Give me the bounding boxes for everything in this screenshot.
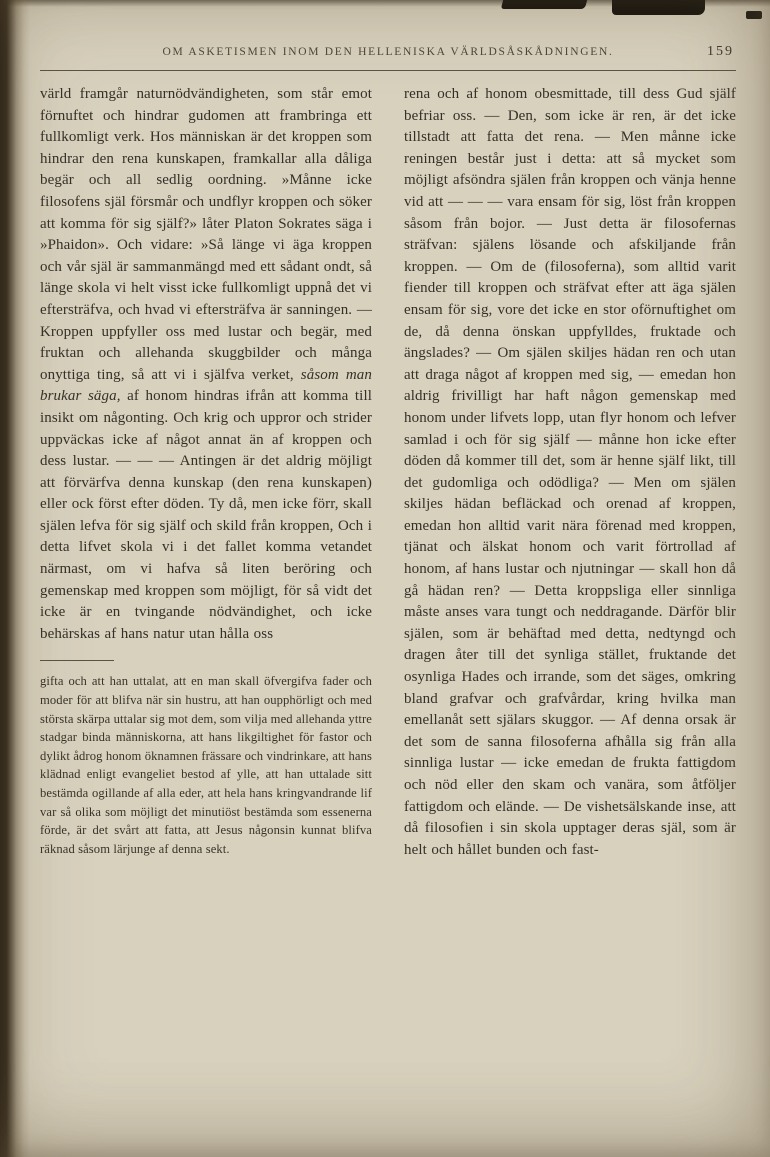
scan-artifact-mark bbox=[501, 0, 587, 9]
text-segment-italic: såsom man brukar säga, bbox=[40, 366, 372, 405]
page-number: 159 bbox=[707, 44, 734, 59]
header-rule bbox=[40, 70, 736, 71]
text-segment: af honom hindras ifrån att komma till insikt om någonting. Och krig och uppror och strider uppväckas icke af något annat än af kroppen och dess lustar. — — — Antingen är det aldrig möjligt att förvärfva denna kunskap (den rena kunskapen) eller ock först efter döden. Ty då, men icke förr, skall själen lefva för sig själf och skild från kroppen, Och i detta lifvet skola vi i det fallet komma vetandet närmast, om vi hafva så liten beröring och gemenskap med kroppen som möjligt, för så vidt det icke är en tvingande nödvändighet, och icke behärskas af hans natur utan hålla oss bbox=[40, 388, 372, 642]
text-segment: värld framgår naturnödvändigheten, som står emot förnuftet och hindrar gudomen att frambringa ett fullkomligt verk. Hos människan är det kroppen som hindrar den rena kunskapen, framkallar alla dåliga begär och all sedlig oordning. »Månne icke filosofens själ försmår och undflyr kroppen och söker att komma för sig själf?» låter Platon Sokrates säga i »Phaidon». Och vidare: »Så länge vi äga kroppen och vår själ är sammanmängd med ett sådant ondt, så länge skola vi helt visst icke fullkomligt uppnå det vi eftersträfva, och hvad vi eftersträfva är sanningen. — Kroppen uppfyller oss med lustar och begär, med fruktan och allehanda skuggbilder och många onyttiga ting, så att vi i själfva verket, bbox=[40, 86, 372, 383]
footnote-separator-rule bbox=[40, 660, 114, 661]
page-header bbox=[40, 46, 736, 66]
scan-artifact-mark bbox=[612, 0, 705, 15]
right-column bbox=[404, 84, 736, 861]
running-title: OM ASKETISMEN INOM DEN HELLENISKA VÄRLDSÅSKÅDNINGEN. bbox=[162, 46, 614, 58]
scan-edge-left bbox=[0, 0, 30, 1157]
footnote-text: gifta och att han uttalat, att en man skall öfvergifva fader och moder för att blifva när sin hustru, att han oupphörligt och med största skärpa uttalar sig mot dem, som vilja med allehanda yttre stadgar binda människorna, att hans likgiltighet för fastor och dylikt ådrog honom öknamnen frässare och vindrinkare, att hans klädnad enligt evangeliet bestod af ylle, att han uttalade sitt bestämda ogillande af alla eder, att hela hans kringvandrande lif var så olika som möjligt det minutiöst bestämda som essenerna förde, är det svårt att fatta, att Jesus någonsin kunnat blifva räknad såsom lärjunge af denna sekt. bbox=[40, 674, 372, 856]
right-column-body: rena och af honom obesmittade, till dess Gud själf befriar oss. — Den, som icke är ren, är det icke tillstadt att fatta det rena. — Men månne icke reningen består just i detta: att så mycket som möjligt afsöndra själen från kroppen och vänja henne vid att — — — vara ensam för sig, löst från kroppen såsom från bojor. — Just detta är filosofernas sträfvan: själens lösande och afskiljande från kroppen. — Om de (filosoferna), som alltid varit fiender till kroppen och sträfvat efter att äga själen ensam för sig, vore det icke en stor oförnuftighet om de, då denna önskan uppfylldes, fruktade och ängslades? — Om själen skiljes hädan ren och utan att draga något af kroppen med sig, — emedan hon aldrig frivilligt har haft någon gemenskap med honom under lifvets lopp, utan flyr honom och lefver samlad i och för sig själf — månne hon icke efter döden då kommer till det, som är henne själf likt, till det gudomliga och odödliga? — Men om själen skiljes hädan befläckad och orenad af kroppen, emedan hon alltid varit nära förenad med kroppen, tjänat och älskat honom och varit förtrollad af honom, af hans lustar och njutningar — skall hon då gå hädan ren? — Detta kroppsliga eller sinnliga måste anses vara tungt och neddragande. Därför blir själen, som är behäftad med detta, nedtyngd och dragen åter till det synliga stället, fruktande det osynliga Hades och irrande, som det säges, omkring bland grafvar och grafvårdar, kring hvilka man emellanåt sett själars skuggor. — Af denna orsak är det som de sanna filosoferna afhålla sig från alla sinnliga lustar — icke emedan de frukta fattigdom och nöd eller den skam och vanära, som åtföljer fattigdom och elände. — De vishetsälskande inse, att då filosofien i sin skola upptager deras själ, som är helt och hållet bunden och fast- bbox=[404, 86, 736, 858]
scan-artifact-mark bbox=[746, 11, 762, 19]
left-column bbox=[40, 84, 372, 861]
text-columns bbox=[40, 84, 736, 861]
left-column-body bbox=[40, 84, 372, 645]
